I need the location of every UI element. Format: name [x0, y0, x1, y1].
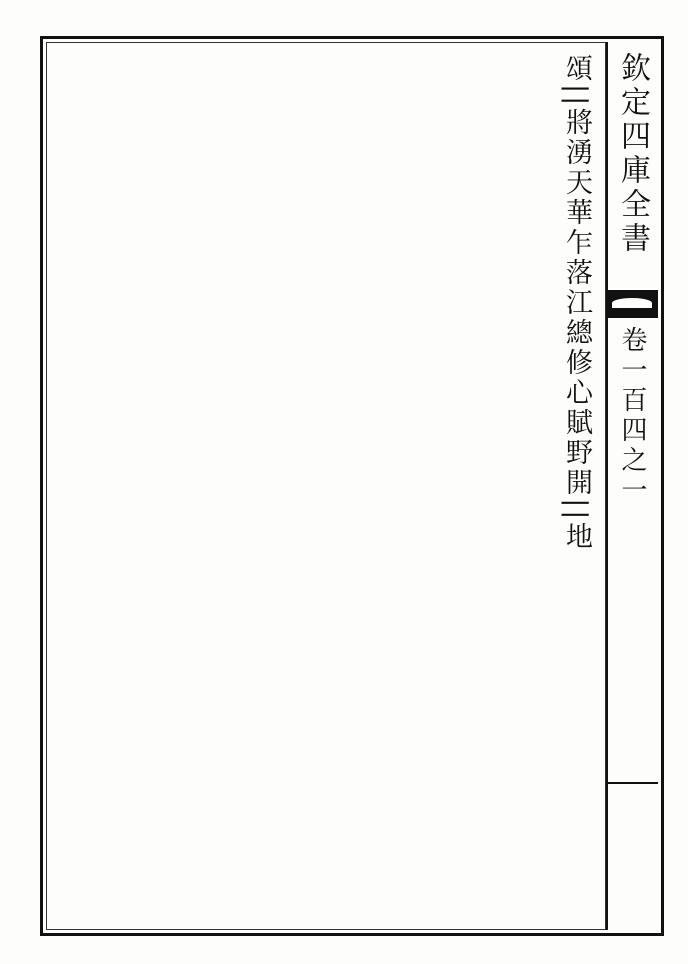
- column-text: 頌||將湧天華乍落江總修心賦野開||地: [561, 54, 592, 553]
- text-column: [553, 54, 599, 924]
- book-title: 欽定四庫全書: [615, 52, 650, 256]
- fishtail-mark: [606, 290, 658, 318]
- margin-rule: [606, 782, 658, 784]
- text-block-border: [46, 42, 606, 930]
- volume-label: 卷一百四之一: [617, 326, 647, 506]
